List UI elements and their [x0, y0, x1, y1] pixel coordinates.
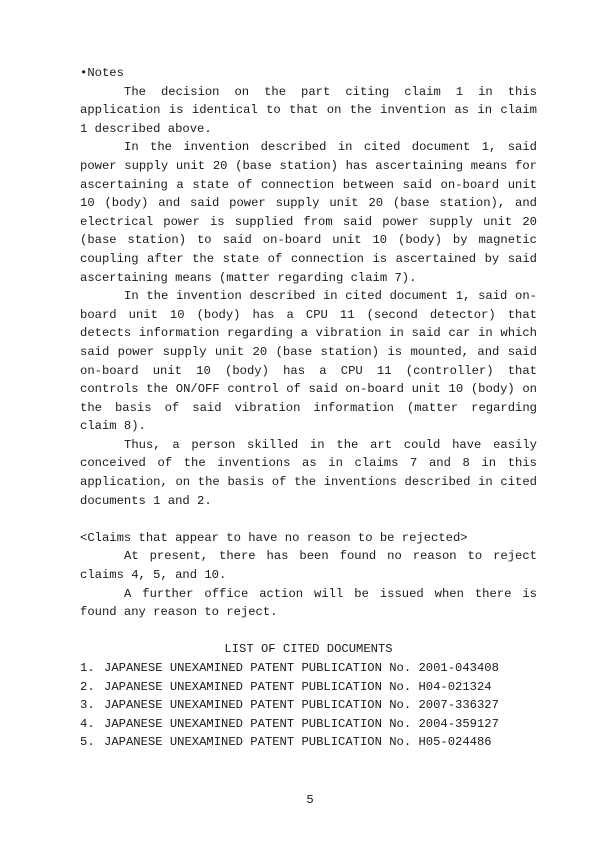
paragraph: In the invention described in cited document 1, said power supply unit 20 (base station) has ascertaining means for ascertaining a state of connection between said on-board unit 10 (body) and said power supply unit 20 (base station), and electrical power is supplied from said power supply unit 20 (base station) to said on-board unit 10 (body) by magnetic coupling after the state of connection is ascertained by said ascertaining means (matter regarding claim 7). — [80, 140, 537, 285]
paragraph: Thus, a person skilled in the art could have easily conceived of the inventions as in claims 7 and 8 in this application, on the basis of the inventions described in cited documents 1 and 2. — [80, 437, 537, 508]
cited-document-item: 4. JAPANESE UNEXAMINED PATENT PUBLICATION No. 2004-359127 — [80, 716, 499, 731]
claims-paragraph: At present, there has been found no reason to reject claims 4, 5, and 10. — [80, 549, 537, 583]
notes-heading: •Notes — [80, 66, 124, 80]
cited-document-item: 5. JAPANESE UNEXAMINED PATENT PUBLICATION No. H05-024486 — [80, 735, 492, 750]
cited-document-item: 3. JAPANESE UNEXAMINED PATENT PUBLICATION No. 2007-336327 — [80, 698, 499, 713]
cited-document-item: 2. JAPANESE UNEXAMINED PATENT PUBLICATION No. H04-021324 — [80, 679, 492, 694]
paragraph: The decision on the part citing claim 1 in this application is identical to that on the invention as in claim 1 described above. — [80, 84, 537, 136]
cited-documents-title: LIST OF CITED DOCUMENTS — [224, 642, 393, 657]
paragraph: In the invention described in cited document 1, said on-board unit 10 (body) has a CPU 11 (second detector) that detects information regarding a vibration in said car in which said power supply unit 20 (base station) is mounted, and said on-board unit 10 (body) has a CPU 11 (controller) that controls the ON/OFF control of said on-board unit 10 (body) on the basis of said vibration information (matter regarding claim 8). — [80, 289, 537, 434]
page-number: 5 — [306, 793, 314, 807]
document-body — [80, 64, 537, 752]
cited-document-item: 1. JAPANESE UNEXAMINED PATENT PUBLICATION No. 2001-043408 — [80, 661, 499, 675]
cited-documents-list — [80, 659, 537, 752]
claims-paragraph: A further office action will be issued when there is found any reason to reject. — [80, 586, 537, 620]
claims-section-heading: <Claims that appear to have no reason to be rejected> — [80, 530, 468, 545]
